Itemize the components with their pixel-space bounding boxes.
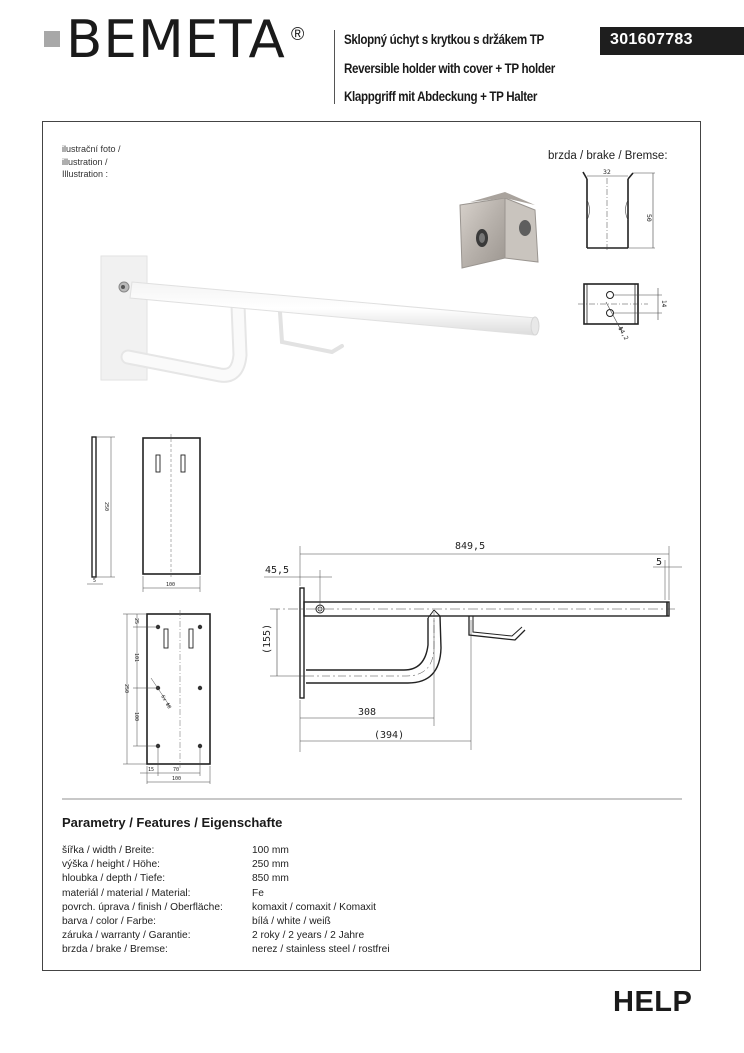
feature-label: šířka / width / Breite: [62, 845, 155, 856]
features-table [62, 844, 390, 958]
plate-holes-drawing [115, 608, 225, 788]
feature-label: povrch. úprava / finish / Oberfläche: [62, 901, 223, 913]
dim-hole-upper-spacing: 101 [133, 653, 139, 663]
feature-label: záruka / warranty / Garantie: [62, 930, 191, 942]
dim-hole-spec: 6x Φ6 [159, 694, 172, 711]
dim-brake-height: 50 [645, 214, 653, 222]
photo-tp-holder [280, 312, 342, 352]
feature-label: výška / height / Höhe: [62, 859, 160, 871]
illustration-label-en: illustration / [62, 156, 108, 167]
product-title-en: Reversible holder with cover + TP holder [344, 61, 555, 76]
feature-row [62, 901, 390, 915]
feature-value: bílá / white / weiß [252, 916, 331, 928]
feature-row [62, 872, 390, 886]
feature-row [62, 887, 390, 901]
feature-value: 250 mm [252, 859, 289, 871]
feature-row [62, 943, 390, 957]
dim-plate-total-height: 250 [123, 684, 129, 694]
feature-row [62, 915, 390, 929]
dim-brake-hole: Φ4,2 [616, 325, 630, 342]
brake-label: brzda / brake / Bremse: [548, 150, 668, 162]
brand-logo: BEMETA [66, 10, 286, 70]
dim-hole-spacing: 70 [173, 767, 180, 773]
feature-label: brzda / brake / Bremse: [62, 944, 168, 956]
dim-end-cap: 5 [656, 557, 663, 568]
dim-holder-position: (394) [374, 730, 405, 741]
dim-plate-total-width: 100 [172, 776, 182, 782]
product-code-badge: 301607783 [600, 27, 744, 55]
feature-value: 100 mm [252, 845, 289, 856]
feature-label: materiál / material / Material: [62, 887, 191, 899]
plate-front-drawing [140, 432, 205, 597]
brake-top-drawing [580, 280, 680, 350]
dim-total-length: 849,5 [455, 541, 486, 552]
section-divider [62, 798, 682, 800]
feature-value: 2 roky / 2 years / 2 Jahre [252, 930, 365, 942]
dim-hole-left-offset: 15 [148, 767, 155, 773]
feature-row [62, 929, 390, 943]
brake-front-drawing [575, 170, 670, 255]
feature-value: komaxit / comaxit / Komaxit [252, 901, 376, 913]
dim-brake-hole-spacing: 14 [660, 300, 667, 308]
photo-brake [460, 192, 538, 268]
dim-plate-thickness: 5 [93, 578, 97, 584]
feature-label: barva / color / Farbe: [62, 916, 156, 928]
feature-value: Fe [252, 887, 264, 899]
illustration-label-cz: ilustrační foto / [62, 144, 121, 154]
dim-pivot-offset: 45,5 [265, 565, 290, 576]
feature-value: nerez / stainless steel / rostfrei [252, 944, 390, 956]
product-title-cz: Sklopný úchyt s krytkou s držákem TP [344, 32, 544, 47]
side-view-drawing [250, 530, 700, 750]
registered-mark: ® [291, 24, 305, 44]
series-label: HELP [613, 986, 693, 1018]
feature-row [62, 844, 390, 858]
dim-drop: (155) [262, 623, 273, 654]
dim-support-length: 308 [358, 707, 377, 718]
features-title: Parametry / Features / Eigenschafte [62, 815, 283, 830]
dim-hole-top-offset: 25 [133, 618, 139, 625]
illustration-label-de: Illustration : [62, 169, 109, 179]
product-title-de: Klappgriff mit Abdeckung + TP Halter [344, 89, 538, 104]
plate-side-drawing [85, 432, 135, 592]
feature-value: 850 mm [252, 873, 289, 885]
photo-main-bar [130, 282, 536, 335]
feature-row [62, 858, 390, 872]
dim-brake-width: 32 [603, 168, 611, 176]
dim-plate-height: 250 [103, 502, 109, 512]
dim-hole-lower-spacing: 100 [133, 712, 139, 722]
feature-label: hloubka / depth / Tiefe: [62, 873, 166, 885]
dim-plate-width: 100 [166, 582, 176, 588]
